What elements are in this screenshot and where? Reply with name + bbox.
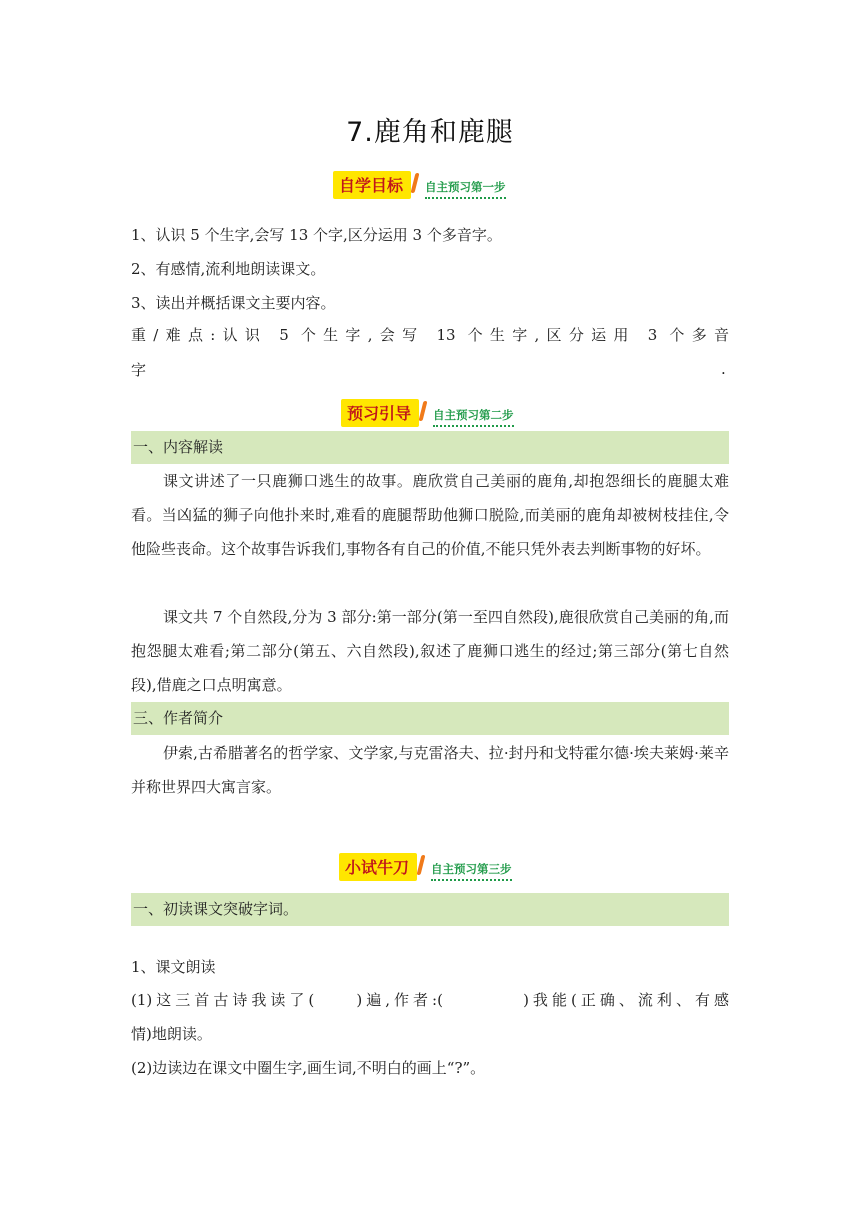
goal-item-1: 1、认识 5 个生字,会写 13 个字,区分运用 3 个多音字。 — [131, 226, 502, 244]
question-1-line-2: 情)地朗读。 — [131, 1025, 212, 1043]
key-points-line-1: 重/难点:认识 5 个生字,会写 13 个生字,区分运用 3 个多音 — [131, 326, 729, 344]
structure-paragraph: 课文共 7 个自然段,分为 3 部分:第一部分(第一至四自然段),鹿很欣赏自己美丽的角,而抱怨腿太难看;第二部分(第五、六自然段),叙述了鹿狮口逃生的经过;第三部分(第七自然段),借鹿之口点明寓意。 — [131, 608, 729, 694]
badge-label: 小试牛刀 — [339, 853, 417, 881]
practice-item-1: 1、课文朗读 — [131, 958, 216, 976]
key-points-end-mark: . — [721, 360, 726, 378]
content-paragraph: 课文讲述了一只鹿狮口逃生的故事。鹿欣赏自己美丽的鹿角,却抱怨细长的鹿腿太难看。当凶猛的狮子向他扑来时,难看的鹿腿帮助他狮口脱险,而美丽的鹿角却被树枝挂住,令他险些丧命。这个故事告诉我们,事物各有自己的价值,不能只凭外表去判断事物的好坏。 — [131, 472, 729, 558]
goal-item-2: 2、有感情,流利地朗读课文。 — [131, 260, 326, 278]
heading-content-interpretation: 一、内容解读 — [131, 431, 729, 464]
author-paragraph: 伊索,古希腊著名的哲学家、文学家,与克雷洛夫、拉·封丹和戈特霍尔德·埃夫莱姆·莱辛并称世界四大寓言家。 — [131, 744, 729, 796]
heading-author-intro: 三、作者简介 — [131, 702, 729, 735]
question-2: (2)边读边在课文中圈生字,画生词,不明白的画上“?”。 — [131, 1059, 486, 1077]
badge-sublabel: 自主预习第三步 — [431, 861, 512, 881]
goal-item-3: 3、读出并概括课文主要内容。 — [131, 294, 336, 312]
heading-first-reading: 一、初读课文突破字词。 — [131, 893, 729, 926]
page-title: 7.鹿角和鹿腿 — [346, 117, 514, 148]
badge-sublabel: 自主预习第二步 — [433, 407, 514, 427]
section-badge-try-out — [339, 853, 512, 881]
section-badge-self-study — [333, 171, 506, 199]
badge-label: 预习引导 — [341, 399, 419, 427]
section-badge-preview-guide — [341, 399, 514, 427]
badge-label: 自学目标 — [333, 171, 411, 199]
question-1-line-1: (1)这三首古诗我读了( )遍,作者:( )我能(正确、流利、有感 — [131, 991, 729, 1009]
key-points-line-2: 字 — [131, 361, 147, 379]
badge-sublabel: 自主预习第一步 — [425, 179, 506, 199]
